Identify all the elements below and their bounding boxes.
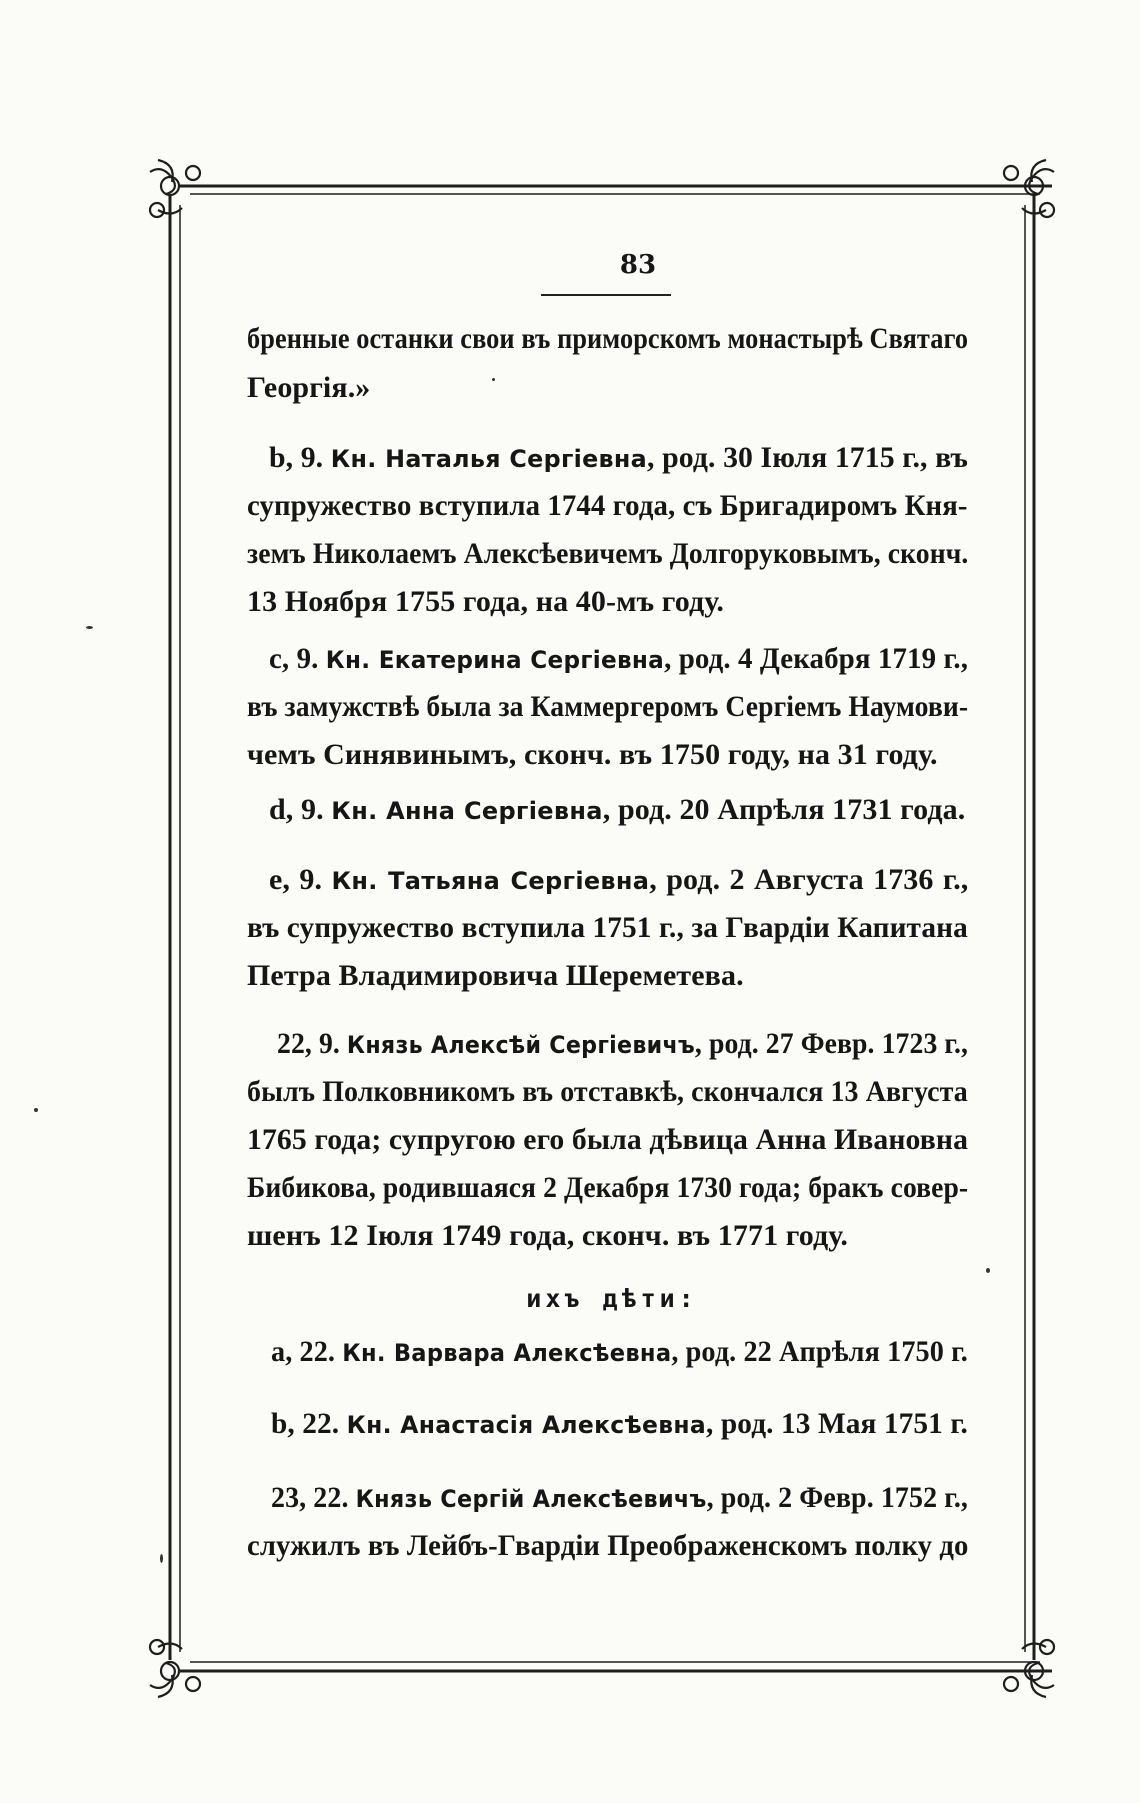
text-line [247, 1170, 968, 1206]
text-line [247, 1528, 968, 1564]
scan-speck [86, 626, 93, 629]
text-line [247, 584, 724, 620]
text-line [277, 1026, 968, 1063]
text-line [247, 1122, 968, 1158]
text-run: d, 9. [269, 793, 332, 826]
text-run: Георгія.» [247, 371, 371, 404]
text-run: , род. 4 Декабря 1719 г., [664, 642, 969, 675]
scan-speck [492, 378, 495, 381]
scan-speck [34, 1108, 38, 1112]
text-run: , род. 2 Августа 1736 г., [649, 863, 969, 896]
text-line [269, 792, 965, 829]
text-run: b, 9. [269, 441, 331, 474]
text-line [269, 440, 968, 477]
text-run: e, 9. [269, 863, 332, 896]
corner-ornament-top-right [1004, 160, 1054, 217]
text-line [247, 536, 968, 572]
text-run: чемъ Синявинымъ, сконч. въ 1750 году, на 31 году. [247, 738, 938, 771]
person-name: Князь Сергій Алексѣевичъ [355, 1485, 707, 1513]
text-line [247, 958, 744, 994]
page-number: 83 [619, 250, 657, 280]
person-name: Кн. Наталья Сергіевна [330, 445, 648, 473]
text-run: a, 22. [271, 1335, 343, 1368]
text-line [269, 862, 968, 899]
text-run: b, 22. [271, 1407, 347, 1440]
corner-ornament-bottom-right [1004, 1640, 1054, 1697]
text-run: , род. 20 Апрѣля 1731 года. [602, 793, 966, 826]
text-run: 23, 22. [271, 1481, 356, 1514]
text-line [247, 737, 938, 773]
corner-ornament-top-left [150, 160, 200, 217]
text-run: Петра Владимировича Шереметева. [247, 959, 744, 992]
text-run: 22, 9. [277, 1027, 347, 1060]
text-line [271, 1334, 968, 1371]
corner-ornament-bottom-left [150, 1640, 200, 1697]
text-line [247, 689, 968, 725]
text-run: шенъ 12 Іюля 1749 года, сконч. въ 1771 году. [247, 1219, 848, 1252]
text-run: , род. 30 Іюля 1715 г., въ [647, 441, 968, 474]
text-line [271, 1480, 968, 1517]
text-run: Бибикова, родившаяся 2 Декабря 1730 года; бракъ совер- [247, 1171, 969, 1204]
text-run: , род. 13 Мая 1751 г. [706, 1407, 968, 1440]
person-name: Кн. Татьяна Сергіевна [331, 867, 650, 895]
text-line [269, 641, 968, 678]
text-line [247, 488, 968, 524]
text-line [247, 321, 968, 357]
text-run: былъ Полковникомъ въ отставкѣ, скончался 13 Августа [247, 1075, 968, 1108]
text-run: 13 Ноября 1755 года, на 40-мъ году. [247, 585, 724, 618]
text-run: бренные останки свои въ приморскомъ монастырѣ Святаго [247, 322, 969, 355]
scan-speck [160, 1554, 163, 1563]
text-run: , род. 2 Февр. 1752 г., [706, 1481, 969, 1514]
text-line [247, 1074, 968, 1110]
person-name: Кн. Анастасія Алексѣевна [346, 1411, 707, 1439]
person-name: Кн. Екатерина Сергіевна [325, 646, 665, 674]
text-run: въ супружество вступила 1751 г., за Гвардіи Капитана [247, 911, 968, 944]
text-run: c, 9. [269, 642, 326, 675]
text-run: , род. 22 Апрѣля 1750 г. [671, 1335, 968, 1368]
person-name: Кн. Варвара Алексѣевна [342, 1339, 672, 1367]
text-line [247, 1218, 848, 1254]
text-run: служилъ въ Лейбъ-Гвардіи Преображенскомъ полку до [247, 1529, 969, 1562]
person-name: Князь Алексѣй Сергіевичъ [346, 1031, 695, 1059]
text-line [271, 1406, 968, 1443]
text-line [247, 370, 370, 406]
text-run: , род. 27 Февр. 1723 г., [694, 1027, 969, 1060]
scan-speck [986, 1268, 990, 1273]
text-run: земъ Николаемъ Алексѣевичемъ Долгоруковымъ, сконч. [247, 537, 969, 570]
text-run: 1765 года; супругою его была дѣвица Анна Ивановна [247, 1123, 969, 1156]
text-line [247, 910, 968, 946]
text-run: супружество вступила 1744 года, съ Бригадиромъ Кня- [247, 489, 968, 522]
text-run: въ замужствѣ была за Каммергеромъ Сергіемъ Наумови- [247, 690, 969, 723]
person-name: Кн. Анна Сергіевна [331, 797, 603, 825]
children-heading: ихъ дѣти: [526, 1284, 698, 1313]
page-number-rule [541, 294, 671, 296]
